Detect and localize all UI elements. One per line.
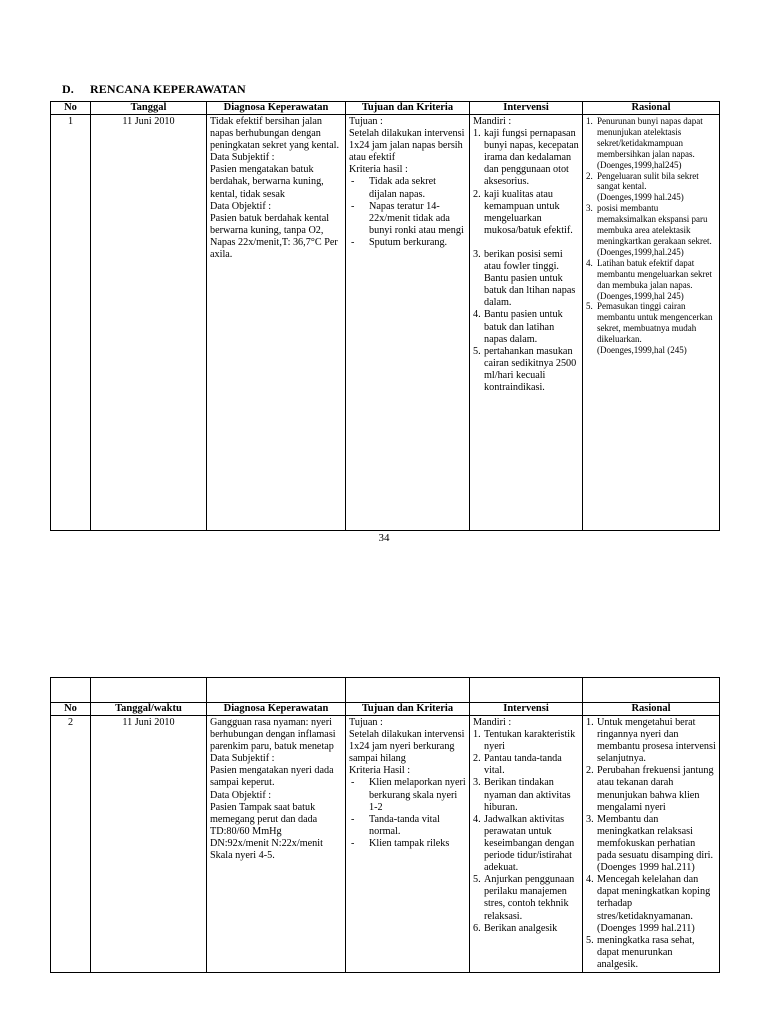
col-header-diagnosa: Diagnosa Keperawatan	[207, 703, 346, 716]
col-header-no: No	[51, 102, 91, 115]
list-item: 4. Mencegah kelelahan dan dapat meningkatkan koping terhadap stres/ketidaknyamanan. (Doenges 1999 hal.211)	[586, 874, 711, 934]
list-item: 1. Tentukan karakteristik nyeri	[473, 729, 576, 753]
list-item: 4. Bantu pasien untuk batuk dan latihan napas dalam.	[473, 309, 563, 345]
list-item: 3. berikan posisi semi atau fowler tinggi. Bantu pasien untuk batuk dan ltihan napas dalam.	[473, 248, 576, 309]
list-item: 3. Berikan tindakan nyaman dan aktivitas hiburan.	[473, 777, 571, 813]
tujuan-label: Tujuan :	[349, 116, 383, 127]
list-item: 5. Anjurkan penggunaan perilaku manajemen stres, contoh tekhnik relaksasi.	[473, 874, 575, 922]
table-header-row	[51, 703, 720, 716]
list-item: 2. Perubahan frekuensi jantung atau tekanan darah menunjukan bahwa klien mengalami nyeri	[586, 765, 714, 813]
cell-tujuan	[346, 716, 470, 973]
col-header-tanggal: Tanggal/waktu	[91, 703, 207, 716]
section-letter: D.	[62, 82, 74, 96]
list-item: 1. kaji fungsi pernapasan bunyi napas, kecepatan irama dan kedalaman dan penggunaan otot aksesorius.	[473, 128, 579, 188]
intervensi-label: Mandiri :	[473, 717, 512, 728]
list-item: 2. kaji kualitas atau kemampuan untuk mengeluarkan mukosa/batuk efektif.	[473, 188, 573, 236]
col-header-tujuan: Tujuan dan Kriteria	[346, 703, 470, 716]
intervensi-list	[473, 128, 579, 394]
section-heading	[62, 82, 246, 97]
table-header-row	[51, 102, 720, 115]
list-item: 2. Pantau tanda-tanda vital.	[473, 753, 562, 777]
rasional-list	[586, 717, 716, 971]
cell-tanggal: 11 Juni 2010	[91, 716, 207, 973]
list-item: 1. Penurunan bunyi napas dapat menunjukan atelektasis sekret/ketidakmampuan membersihkan jalan napas. (Doenges,1999,hal245)	[586, 116, 703, 170]
cell-diagnosa: Tidak efektif bersihan jalan napas berhubungan dengan peningkatan sekret yang kental. Data Subjektif : Pasien mengatakan batuk berdahak, berwarna kuning, kental, tidak sesak Data Objektif : Pasien batuk berdahak kental berwarna kuning, tanpa O2, Napas 22x/menit,T: 36,7°C Per axila.	[207, 115, 346, 531]
tujuan-text: Setelah dilakukan intervensi 1x24 jam nyeri berkurang sampai hilang	[349, 729, 465, 765]
table-row	[51, 115, 720, 531]
cell-rasional	[583, 716, 720, 973]
intervensi-label: Mandiri :	[473, 116, 512, 127]
kriteria-label: Kriteria hasil :	[349, 164, 408, 176]
cell-intervensi	[470, 115, 583, 531]
kriteria-item: - Klien tampak rileks	[351, 837, 450, 849]
col-header-intervensi: Intervensi	[470, 102, 583, 115]
col-header-diagnosa: Diagnosa Keperawatan	[207, 102, 346, 115]
tujuan-label: Tujuan :	[349, 717, 383, 728]
kriteria-item: - Tidak ada sekret dijalan napas.	[351, 176, 436, 200]
list-item: 3. Membantu dan meningkatkan relaksasi memfokuskan perhatian pada sesuatu disamping diri. (Doenges 1999 hal.211)	[586, 813, 714, 874]
blank-row	[51, 678, 720, 703]
list-item: 5. pertahankan masukan cairan sedikitnya 2500 ml/hari kecuali kontraindikasi.	[473, 345, 577, 393]
cell-tanggal: 11 Juni 2010	[91, 115, 207, 531]
section-title: RENCANA KEPERAWATAN	[90, 82, 246, 96]
nursing-plan-table-1	[50, 101, 720, 531]
nursing-plan-table-2	[50, 677, 720, 973]
tujuan-text: Setelah dilakukan intervensi 1x24 jam jalan napas bersih atau efektif	[349, 128, 465, 164]
col-header-intervensi: Intervensi	[470, 703, 583, 716]
col-header-rasional: Rasional	[583, 102, 720, 115]
table-row	[51, 716, 720, 973]
cell-no: 1	[51, 115, 91, 531]
intervensi-list	[473, 729, 579, 935]
rasional-list	[586, 116, 716, 356]
kriteria-item: - Sputum berkurang.	[351, 236, 448, 248]
list-item: 1. Untuk mengetahui berat ringannya nyeri dan membantu prosesa intervensi selanjutnya.	[586, 717, 716, 765]
col-header-rasional: Rasional	[583, 703, 720, 716]
cell-diagnosa: Gangguan rasa nyaman: nyeri berhubungan dengan inflamasi parenkim paru, batuk menetap Data Subjektif : Pasien mengatakan nyeri dada sampai keperut. Data Objektif : Pasien Tampak saat batuk memegang perut dan dada TD:80/60 MmHg DN:92x/menit N:22x/menit Skala nyeri 4-5.	[207, 716, 346, 973]
kriteria-item: - Klien melaporkan nyeri berkurang skala nyeri 1-2	[351, 777, 466, 813]
col-header-tujuan: Tujuan dan Kriteria	[346, 102, 470, 115]
list-item: 4. Jadwalkan aktivitas perawatan untuk keseimbangan dengan periode tidur/istirahat adekuat.	[473, 813, 575, 874]
list-item: 5. meningkatka rasa sehat, dapat menurunkan analgesik.	[586, 934, 695, 970]
list-item: 3. posisi membantu memaksimalkan ekspansi paru membuka area atelektasik meningkartkan gerakaan sekret. (Doenges,1999,hal.245)	[586, 203, 712, 257]
cell-tujuan	[346, 115, 470, 531]
col-header-tanggal: Tanggal	[91, 102, 207, 115]
kriteria-label: Kriteria Hasil :	[349, 765, 411, 777]
kriteria-item: - Napas teratur 14-22x/menit tidak ada bunyi ronki atau mengi	[351, 200, 464, 236]
page-number: 34	[378, 532, 390, 544]
list-item: 4. Latihan batuk efektif dapat membantu mengeluarkan sekret dan membuka jalan napas. (Doenges,1999,hal 245)	[586, 257, 712, 301]
list-item: 6. Berikan analgesik	[473, 922, 558, 934]
cell-rasional	[583, 115, 720, 531]
cell-no: 2	[51, 716, 91, 973]
kriteria-item: - Tanda-tanda vital normal.	[351, 813, 440, 837]
cell-intervensi	[470, 716, 583, 973]
col-header-no: No	[51, 703, 91, 716]
list-item: 2. Pengeluaran sulit bila sekret sangat kental. (Doenges,1999 hal.245)	[586, 170, 699, 203]
list-item: 5. Pemasukan tinggi cairan membantu untuk mengencerkan sekret, membuatnya mudah dikeluarkan. (Doenges,1999,hal (245)	[586, 301, 713, 356]
